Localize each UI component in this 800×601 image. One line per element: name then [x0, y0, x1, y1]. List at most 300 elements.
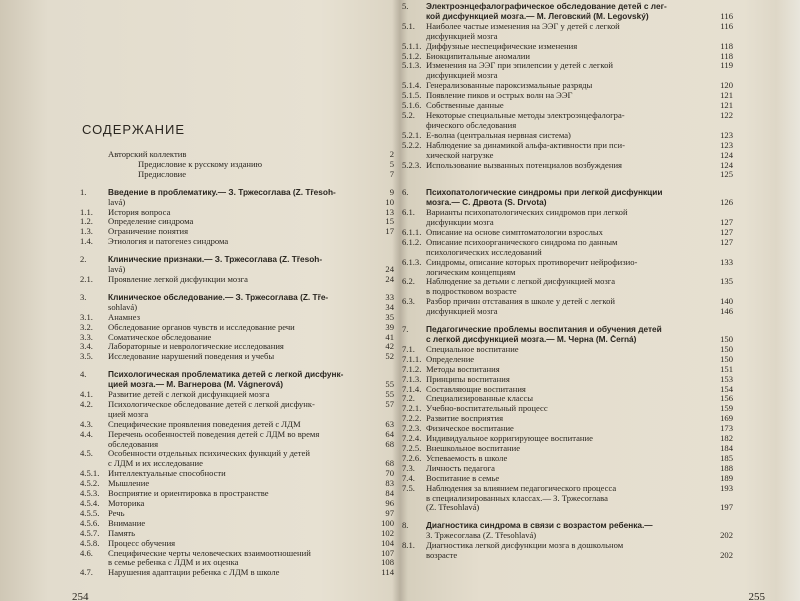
toc-entry-number	[402, 503, 426, 513]
toc-entry-number: 6.2.	[402, 276, 415, 287]
toc-entry	[80, 499, 394, 509]
toc-entry-title: Электроэнцефалографическое обследование детей с лег-	[426, 2, 667, 11]
toc-entry-number: 7.1.4.	[402, 383, 422, 394]
toc-entry-number: 4.5.	[80, 448, 93, 459]
toc-entry	[402, 287, 733, 297]
toc-entry-title: Некоторые специальные методы электроэнцефалогра-	[426, 110, 625, 120]
toc-entry-number: 4.5.6.	[80, 517, 100, 528]
toc-entry-title: логическим концепциям	[426, 267, 516, 277]
toc-entry	[80, 303, 394, 313]
toc-entry-page: 24	[385, 264, 394, 275]
toc-entry-page: 24	[385, 273, 394, 284]
toc-entry-page: 197	[720, 502, 733, 513]
toc-entry	[80, 519, 394, 529]
toc-entry-number: 5.2.2.	[402, 139, 422, 150]
toc-entry-page: 189	[720, 472, 733, 483]
toc-entry	[402, 503, 733, 513]
toc-entry-title: Речь	[108, 508, 125, 518]
toc-entry-page: 107	[381, 547, 394, 558]
toc-entry	[80, 380, 394, 390]
toc-entry-page: 193	[720, 482, 733, 493]
toc-entry	[402, 71, 733, 81]
toc-entry	[80, 255, 394, 265]
toc-entry-title: З. Тржесоглава (Z. Třesohlavá)	[426, 531, 537, 541]
toc-entry-page: 146	[720, 306, 733, 317]
toc-entry-title: Память	[108, 528, 136, 538]
toc-entry-page: 150	[720, 353, 733, 364]
toc-entry	[80, 208, 394, 218]
toc-entry-page: 13	[385, 206, 394, 217]
toc-entry	[402, 52, 733, 62]
toc-entry-title: Внешкольное воспитание	[426, 443, 521, 453]
toc-entry-title: Воспитание в семье	[426, 473, 500, 483]
toc-entry-title: Клиническое обследование.— З. Тржесоглава (Z. Tře-	[108, 292, 329, 302]
toc-entry-title: дисфункцией мозга	[426, 31, 498, 41]
toc-entry	[80, 352, 394, 362]
toc-entry-number: 5.1.3.	[402, 60, 422, 71]
toc-entry-page: 64	[385, 428, 394, 439]
toc-entry-title: Методы воспитания	[426, 364, 500, 374]
toc-entry-title: дисфункцией мозга	[426, 307, 498, 317]
toc-entry-title: Предисловие	[138, 169, 187, 179]
toc-entry	[402, 81, 733, 91]
toc-entry	[402, 464, 733, 474]
toc-entry-number: 6.1.2.	[402, 236, 422, 247]
toc-entry	[402, 365, 733, 375]
toc-entry-page: 116	[720, 20, 733, 31]
toc-entry-page: 127	[720, 226, 733, 237]
toc-entry-page: 121	[720, 90, 733, 101]
toc-entry-page: 202	[720, 550, 733, 561]
toc-entry-title: в семье ребенка с ЛДМ и их оценка	[108, 558, 239, 568]
toc-entry-number: 6.1.	[402, 207, 415, 218]
toc-entry-number: 5.1.	[402, 20, 415, 31]
toc-entry-title: Составляющие воспитания	[426, 384, 526, 394]
toc-entry-number: 6.1.1.	[402, 226, 422, 237]
page-number-left: 254	[72, 591, 89, 601]
toc-entry	[402, 42, 733, 52]
toc-entry-page: 140	[720, 296, 733, 307]
toc-entry	[80, 370, 394, 380]
toc-entry-title: Интеллектуальные способности	[108, 469, 226, 479]
toc-entry-page: 127	[720, 217, 733, 228]
toc-entry-page: 185	[720, 452, 733, 463]
toc-entry-title: обследования	[108, 439, 159, 449]
toc-gap	[80, 180, 394, 188]
toc-entry-number: 4.5.2.	[80, 478, 100, 489]
toc-entry-number: 7.2.3.	[402, 423, 422, 434]
toc-entry-title: хической нагрузке	[426, 150, 494, 160]
toc-entry	[402, 345, 733, 355]
toc-entry-title: Индивидуальное корригирующее воспитание	[426, 434, 593, 444]
toc-entry	[402, 297, 733, 307]
toc-entry-title: цией мозга.— М. Вагнерова (M. Vágnerová)	[108, 380, 284, 390]
toc-entry-title: Е-волна (центральная нервная система)	[426, 130, 571, 140]
toc-entry-page: 17	[385, 226, 394, 237]
toc-entry-page: 159	[720, 403, 733, 414]
toc-entry-title: Процесс обучения	[108, 538, 176, 548]
toc-entry-number: 1.3.	[80, 226, 93, 237]
toc-entry-title: Успеваемость в школе	[426, 453, 508, 463]
toc-entry-number: 1.1.	[80, 206, 93, 217]
toc-entry-page: 10	[385, 196, 394, 207]
toc-entry-number: 5.1.6.	[402, 100, 422, 111]
toc-entry	[402, 151, 733, 161]
toc-entry-title: История вопроса	[108, 207, 171, 217]
toc-entry-title: Описание психоорганического синдрома по данным	[426, 237, 618, 247]
left-page	[60, 0, 400, 601]
toc-entry-title: Описание на основе симптоматологии взрослых	[426, 227, 603, 237]
toc-entry-number: 3.2.	[80, 321, 93, 332]
toc-entry-title: с ЛДМ и их исследование	[108, 459, 203, 469]
toc-entry-title: Внимание	[108, 518, 146, 528]
toc-gap	[402, 180, 733, 188]
toc-entry-number: 2.	[80, 254, 87, 265]
toc-entry	[402, 238, 733, 248]
toc-entry-number: 4.4.	[80, 428, 93, 439]
right-page	[400, 0, 795, 601]
toc-entry	[402, 484, 733, 494]
toc-entry-title: Развитие восприятия	[426, 414, 504, 424]
toc-entry	[80, 459, 394, 469]
toc-entry-title: дисфункцией мозга	[426, 71, 498, 81]
toc-entry-title: Введение в проблематику.— З. Тржесоглава (Z. Třesoh-	[108, 187, 336, 197]
toc-entry	[402, 394, 733, 404]
toc-entry-title: Генерализованные пароксизмальные разряды	[426, 81, 593, 91]
toc-entry-page: 83	[385, 478, 394, 489]
toc-entry-page: 125	[720, 169, 733, 180]
toc-gap	[80, 362, 394, 370]
toc-entry-title: кой дисфункцией мозга.— М. Леговский (M. Legovský)	[426, 11, 649, 21]
toc-entry	[80, 275, 394, 285]
toc-entry-page: 55	[385, 389, 394, 400]
toc-entry-title: Специализированные классы	[426, 394, 534, 404]
toc-entry-number: 7.2.2.	[402, 413, 422, 424]
toc-entry-page: 2	[389, 149, 394, 159]
toc-entry	[402, 32, 733, 42]
toc-entry-title: Принципы воспитания	[426, 374, 510, 384]
toc-entry	[402, 375, 733, 385]
toc-entry-number	[402, 494, 426, 504]
toc-entry-title: Наблюдения за влиянием педагогического процесса	[426, 483, 617, 493]
toc-entry-title: Физическое воспитание	[426, 424, 514, 434]
toc-entry	[402, 414, 733, 424]
toc-entry	[402, 474, 733, 484]
toc-entry	[402, 198, 733, 208]
toc-entry-title: sohlavá)	[108, 302, 138, 312]
toc-entry	[80, 390, 394, 400]
toc-entry-title: цией мозга	[108, 409, 149, 419]
toc-entry	[80, 449, 394, 459]
toc-entry-number: 7.1.	[402, 343, 415, 354]
toc-entry-number	[80, 150, 108, 160]
toc-entry-number: 7.2.4.	[402, 433, 422, 444]
toc-entry	[80, 170, 394, 180]
toc-entry	[80, 509, 394, 519]
toc-entry	[80, 479, 394, 489]
toc-entry-number: 6.3.	[402, 296, 415, 307]
toc-entry-number: 2.1.	[80, 273, 93, 284]
toc-entry-title: Специфические черты человеческих взаимоотношений	[108, 548, 311, 558]
toc-list-right	[402, 2, 733, 561]
toc-entry-page: 5	[389, 158, 394, 169]
toc-entry	[402, 101, 733, 111]
toc-entry-page: 96	[385, 498, 394, 508]
toc-entry-number: 4.7.	[80, 567, 93, 578]
toc-entry-title: Ограничение понятия	[108, 227, 189, 237]
toc-entry	[402, 521, 733, 531]
toc-entry-number: 6.	[402, 187, 409, 198]
toc-entry	[402, 531, 733, 541]
toc-entry-page: 173	[720, 423, 733, 434]
toc-entry-number	[402, 551, 426, 561]
toc-entry	[80, 529, 394, 539]
toc-entry-title: Диагностика синдрома в связи с возрастом ребенка.—	[426, 521, 653, 531]
toc-entry	[402, 355, 733, 365]
toc-entry	[80, 188, 394, 198]
toc-entry-page: 121	[720, 100, 733, 111]
toc-entry	[402, 188, 733, 198]
toc-entry-title: Изменения на ЭЭГ при эпилепсии у детей с легкой	[426, 61, 614, 71]
toc-entry-page: 150	[720, 334, 733, 344]
toc-entry-title: психологических исследований	[426, 247, 542, 257]
toc-entry	[402, 12, 733, 22]
toc-entry-page: 42	[385, 341, 394, 352]
toc-entry-title: Анамнез	[108, 312, 140, 322]
toc-entry	[80, 323, 394, 333]
toc-entry-number	[402, 307, 426, 317]
toc-entry	[80, 568, 394, 578]
toc-entry-page: 135	[720, 276, 733, 287]
toc-entry	[402, 307, 733, 317]
toc-entry	[80, 558, 394, 568]
toc-entry	[80, 400, 394, 410]
toc-entry	[80, 420, 394, 430]
toc-entry	[402, 335, 733, 345]
toc-entry-page: 100	[381, 517, 394, 528]
toc-entry	[80, 549, 394, 559]
toc-entry-page: 182	[720, 433, 733, 444]
toc-entry-number: 5.2.3.	[402, 159, 422, 170]
toc-entry-page: 184	[720, 442, 733, 453]
toc-entry-page: 15	[385, 216, 394, 227]
toc-gap	[80, 285, 394, 293]
toc-entry-number: 4.3.	[80, 418, 93, 429]
toc-entry-number: 7.1.1.	[402, 353, 422, 364]
toc-entry-number: 3.4.	[80, 341, 93, 352]
toc-entry	[402, 22, 733, 32]
toc-entry-title: Собственные данные	[426, 101, 504, 111]
toc-entry-page: 9	[389, 186, 394, 197]
toc-entry-page: 202	[720, 530, 733, 541]
toc-entry-title: с легкой дисфункцией мозга.— М. Черна (M. Černá)	[426, 335, 637, 344]
toc-entry	[80, 410, 394, 420]
toc-entry	[402, 61, 733, 71]
toc-entry	[402, 541, 733, 551]
toc-entry-page: 68	[385, 458, 394, 469]
toc-gap	[402, 513, 733, 521]
toc-entry-number	[402, 170, 426, 180]
toc-entry-number: 4.1.	[80, 389, 93, 400]
toc-entry-number	[402, 151, 426, 161]
toc-entry	[402, 2, 733, 12]
toc-gap	[80, 247, 394, 255]
toc-entry	[402, 248, 733, 258]
toc-entry-page: 104	[381, 537, 394, 548]
toc-entry-page: 114	[381, 567, 394, 578]
toc-entry-page: 102	[381, 527, 394, 538]
toc-entry-title: Моторика	[108, 499, 145, 508]
toc-entry	[80, 440, 394, 450]
toc-entry-page: 169	[720, 413, 733, 424]
toc-entry-number: 3.	[80, 291, 87, 302]
toc-entry-title: Появление пиков и острых волн на ЭЭГ	[426, 91, 573, 101]
toc-entry	[402, 268, 733, 278]
toc-entry-page: 118	[720, 50, 733, 61]
toc-entry-title: в подростковом возрасте	[426, 287, 517, 297]
toc-entry-title: Соматическое обследование	[108, 332, 212, 342]
toc-entry-number: 7.2.6.	[402, 452, 422, 463]
toc-entry-number: 1.	[80, 186, 87, 197]
toc-entry	[402, 551, 733, 561]
toc-entry-number: 7.2.5.	[402, 442, 422, 453]
toc-entry-number: 4.	[80, 369, 87, 380]
toc-entry-page: 124	[720, 159, 733, 170]
toc-entry-title: Психопатологические синдромы при легкой дисфункции	[426, 188, 663, 198]
toc-entry-number: 5.1.4.	[402, 80, 422, 91]
toc-entry-number: 5.1.5.	[402, 90, 422, 101]
toc-entry	[402, 404, 733, 414]
toc-entry	[402, 434, 733, 444]
toc-entry	[402, 385, 733, 395]
toc-entry	[402, 111, 733, 121]
toc-entry-page: 120	[720, 80, 733, 91]
toc-entry-title: Исследование нарушений поведения и учебы	[108, 352, 275, 362]
toc-entry-number	[80, 160, 108, 170]
toc-entry-title: Разбор причин отставания в школе у детей с легкой	[426, 297, 616, 307]
toc-entry-title: Диагностика легкой дисфункции мозга в дошкольном	[426, 541, 624, 551]
toc-entry-number: 4.5.7.	[80, 527, 100, 538]
toc-entry	[80, 150, 394, 160]
toc-entry-title: Авторский коллектив	[108, 150, 187, 159]
toc-entry-page: 41	[385, 331, 394, 342]
toc-entry	[402, 454, 733, 464]
toc-entry-page: 57	[385, 398, 394, 409]
toc-entry	[80, 198, 394, 208]
toc-entry	[80, 342, 394, 352]
toc-entry-page: 108	[381, 557, 394, 568]
toc-entry-title: Биокципитальные аномалии	[426, 51, 530, 61]
toc-entry	[402, 424, 733, 434]
toc-entry-title: дисфункции мозга	[426, 218, 494, 228]
page-title: СОДЕРЖАНИЕ	[82, 122, 186, 137]
toc-entry	[80, 160, 394, 170]
toc-entry-page: 68	[385, 438, 394, 449]
toc-entry	[402, 258, 733, 268]
toc-entry-title: lavá)	[108, 265, 126, 275]
toc-entry-title: Психологическая проблематика детей с легкой дисфунк-	[108, 370, 344, 380]
toc-entry-number: 4.6.	[80, 547, 93, 558]
toc-entry-title: Развитие детей с легкой дисфункцией мозга	[108, 390, 270, 400]
toc-entry-number: 5.	[402, 1, 409, 11]
toc-entry	[402, 91, 733, 101]
page-number-right: 255	[748, 591, 765, 601]
toc-entry-page: 124	[720, 149, 733, 160]
toc-entry-number: 3.5.	[80, 351, 93, 362]
toc-entry-number: 7.3.	[402, 462, 415, 473]
toc-entry	[402, 208, 733, 218]
toc-entry-title: lavá)	[108, 197, 126, 207]
toc-entry-number: 7.1.2.	[402, 363, 422, 374]
toc-entry-title: Особенности отдельных психических функций у детей	[108, 449, 310, 459]
toc-entry-title: Педагогические проблемы воспитания и обучения детей	[426, 325, 662, 335]
toc-entry	[80, 237, 394, 247]
toc-entry-page: 55	[385, 379, 394, 390]
toc-entry	[80, 293, 394, 303]
toc-entry-page: 123	[720, 129, 733, 140]
toc-entry-title: Наиболее частые изменения на ЭЭГ у детей с легкой	[426, 21, 620, 31]
toc-entry	[80, 217, 394, 227]
toc-entry-number: 4.5.1.	[80, 468, 100, 479]
toc-entry-number: 5.2.	[402, 109, 415, 120]
toc-entry-number: 7.1.3.	[402, 373, 422, 384]
toc-entry-page: 35	[385, 311, 394, 322]
toc-entry-number: 6.1.3.	[402, 256, 422, 267]
toc-entry-title: мозга.— С. Дрвота (S. Drvota)	[426, 198, 547, 208]
toc-entry	[402, 170, 733, 180]
toc-entry	[402, 277, 733, 287]
toc-entry	[402, 218, 733, 228]
toc-entry	[80, 265, 394, 275]
toc-entry-page: 126	[720, 197, 733, 208]
toc-entry-number: 3.3.	[80, 331, 93, 342]
toc-gap	[402, 317, 733, 325]
toc-entry-page: 7	[389, 168, 394, 179]
toc-entry-title	[426, 170, 717, 180]
toc-entry-page: 153	[720, 373, 733, 384]
toc-entry-title: Нарушения адаптации ребенка с ЛДМ в школе	[108, 568, 280, 578]
toc-entry	[402, 325, 733, 335]
toc-entry-number: 8.	[402, 520, 409, 531]
toc-entry-title: в специализированных классах.— З. Тржесоглава	[426, 493, 608, 503]
toc-entry-page: 127	[720, 236, 733, 247]
toc-entry-number: 7.2.1.	[402, 403, 422, 414]
toc-entry-title: Личность педагога	[426, 463, 495, 473]
toc-entry-title: Психологическое обследование детей с легкой дисфунк-	[108, 399, 315, 409]
toc-entry-number: 5.1.1.	[402, 40, 422, 51]
toc-entry-title: Клинические признаки.— З. Тржесоглава (Z. Třesoh-	[108, 255, 323, 265]
toc-entry-number: 1.4.	[80, 236, 93, 247]
toc-entry-page: 154	[720, 383, 733, 394]
toc-entry	[402, 444, 733, 454]
toc-entry-title: возрасте	[426, 551, 458, 561]
toc-entry	[402, 494, 733, 504]
toc-entry-title: Перечень особенностей поведения детей с ЛДМ во время	[108, 429, 320, 439]
toc-entry-number: 7.4.	[402, 472, 415, 483]
toc-entry	[80, 333, 394, 343]
toc-entry	[402, 121, 733, 131]
toc-entry-page: 156	[720, 393, 733, 404]
toc-entry	[402, 141, 733, 151]
toc-entry-title: Наблюдение за динамикой альфа-активности при пси-	[426, 140, 625, 150]
toc-entry-title: Проявление легкой дисфункции мозга	[108, 274, 248, 284]
toc-entry-title: Определение	[426, 354, 475, 364]
toc-entry-page: 116	[720, 10, 733, 21]
toc-entry-number: 5.1.2.	[402, 50, 422, 61]
toc-entry-page: 123	[720, 139, 733, 150]
toc-entry-title: Этиология и патогенез синдрома	[108, 237, 229, 247]
toc-entry-page: 63	[385, 418, 394, 429]
